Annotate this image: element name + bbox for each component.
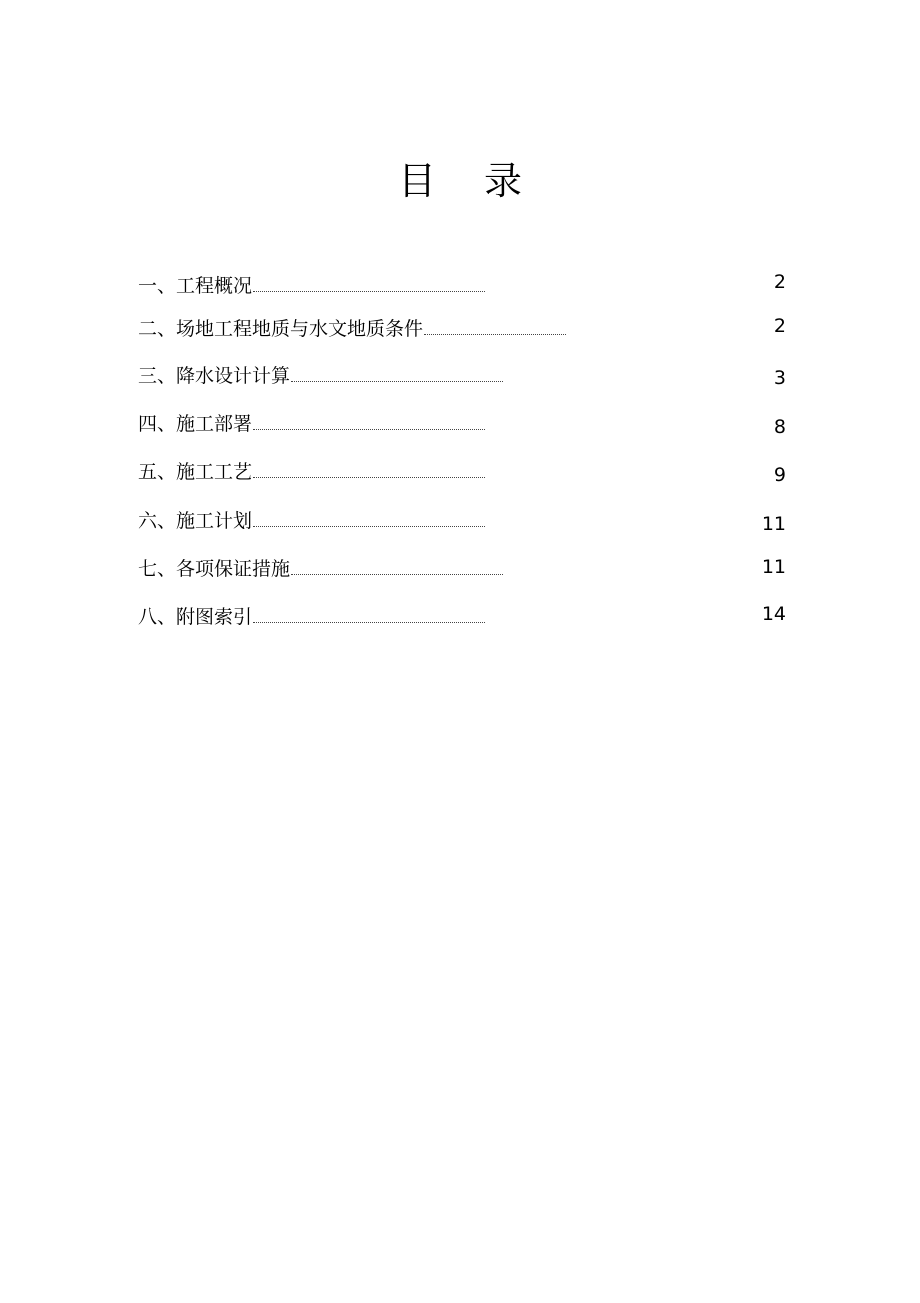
toc-entry[interactable] — [138, 271, 485, 301]
toc-entry-label: 六、施工计划 — [138, 510, 253, 532]
toc-entry-label: 八、附图索引 — [138, 606, 253, 628]
toc-dot-leader — [253, 621, 485, 623]
toc-entry[interactable] — [138, 361, 503, 391]
toc-dot-leader — [253, 525, 485, 527]
toc-dot-leader — [424, 333, 566, 335]
toc-page-number: 14 — [761, 603, 786, 625]
toc-page-number: 3 — [773, 367, 786, 389]
toc-dot-leader — [291, 573, 503, 575]
toc-entry-label: 五、施工工艺 — [138, 461, 253, 483]
toc-entry[interactable] — [138, 457, 485, 487]
toc-entry[interactable] — [138, 554, 503, 584]
toc-entry-label: 七、各项保证措施 — [138, 558, 291, 580]
toc-page-number: 2 — [773, 315, 786, 337]
toc-dot-leader — [253, 476, 485, 478]
toc-page-number: 11 — [761, 556, 786, 578]
toc-entry-label: 三、降水设计计算 — [138, 365, 291, 387]
toc-page-number: 11 — [761, 513, 786, 535]
toc-dot-leader — [291, 380, 503, 382]
toc-entry[interactable] — [138, 602, 485, 632]
toc-page-number: 2 — [773, 271, 786, 293]
toc-dot-leader — [253, 428, 485, 430]
toc-dot-leader — [253, 290, 485, 292]
toc-entry[interactable] — [138, 314, 566, 344]
toc-entry-label: 四、施工部署 — [138, 413, 253, 435]
page-title: 目 录 — [397, 159, 541, 203]
toc-entry[interactable] — [138, 506, 485, 536]
toc-page-number: 8 — [773, 416, 786, 438]
toc-entry[interactable] — [138, 409, 485, 439]
toc-entry-label: 二、场地工程地质与水文地质条件 — [138, 318, 424, 340]
toc-entry-label: 一、工程概况 — [138, 275, 253, 297]
toc-page-number: 9 — [773, 464, 786, 486]
